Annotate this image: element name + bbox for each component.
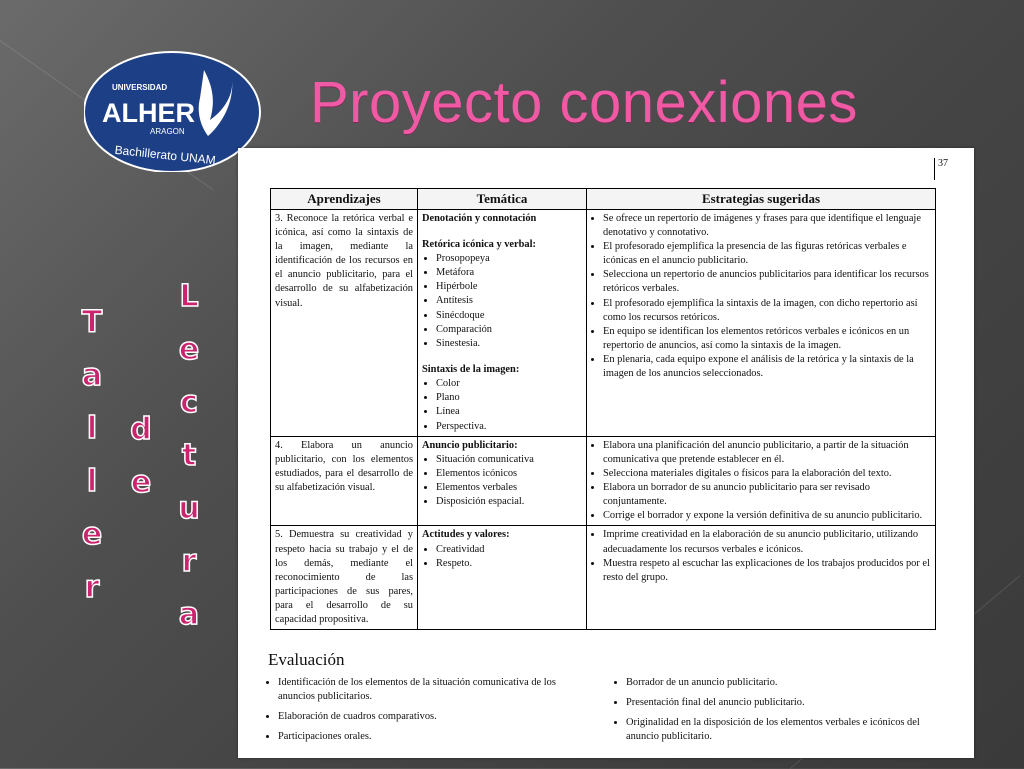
vertical-word-taller: T a l l e r xyxy=(81,305,103,605)
list-item: • Borrador de un anuncio publicitario. xyxy=(626,676,936,690)
logo-ring-text: Bachillerato UNAM xyxy=(114,142,217,168)
header-estrategias: Estrategias sugeridas xyxy=(587,189,936,210)
tematica-cell: Denotación y connotación Retórica icónica y verbal: • Prosopopeya • Metáfora • Hipérbole • Antítesis • Sinécdoque • Comparación • Sinestesia. Sintaxis de la imagen: • Color • Plano • Línea • Perspectiva. xyxy=(418,209,587,436)
logo-sub-text: ARAGON xyxy=(150,127,185,136)
table-row xyxy=(271,526,936,630)
estrategias-cell: • Imprime creatividad en la elaboración de su anuncio publicitario, utilizando adecuadamente los recursos verbales e icónicos. • Muestra respeto al escuchar las explicaciones de los trabajos producidos por el resto del grupo. xyxy=(587,526,936,630)
table-row xyxy=(271,436,936,526)
list-item: • Elaboración de cuadros comparativos. xyxy=(278,710,588,724)
vertical-word-lectura: L e c t u r a xyxy=(178,279,200,632)
list-item: • Participaciones orales. xyxy=(278,730,588,744)
vertical-word-de: d e xyxy=(130,412,152,500)
slide-title: Proyecto conexiones xyxy=(310,70,858,135)
tematica-cell: Anuncio publicitario: • Situación comunicativa • Elementos icónicos • Elementos verbales • Disposición espacial. xyxy=(418,436,587,526)
evaluation-title: Evaluación xyxy=(268,650,345,669)
document-page xyxy=(238,148,974,758)
header-aprendizajes: Aprendizajes xyxy=(271,189,418,210)
evaluation-right-list xyxy=(616,676,936,751)
estrategias-cell: • Elabora una planificación del anuncio publicitario, a partir de la situación comunicativa que pretende establecer en él. • Selecciona materiales digitales o físicos para la elaboración del texto. • Elabora un borrador de su anuncio publicitario para ser revisado conjuntamente. • Corrige el borrador y expone la versión definitiva de su anuncio publicitario. xyxy=(587,436,936,526)
list-item: • Originalidad en la disposición de los elementos verbales e icónicos del anuncio publicitario. xyxy=(626,716,936,744)
list-item: • Presentación final del anuncio publicitario. xyxy=(626,696,936,710)
list-item: • Identificación de los elementos de la situación comunicativa de los anuncios publicitarios. xyxy=(278,676,588,704)
table-row xyxy=(271,209,936,436)
page-number: 37 xyxy=(934,158,948,180)
curriculum-table xyxy=(270,188,936,630)
university-logo xyxy=(84,50,264,172)
aprendizaje-cell: 3. Reconoce la retórica verbal e icónica, así como la sintaxis de la imagen, mediante la identificación de los recursos en el anuncio publicitario, para el desarrollo de su alfabetización visual. xyxy=(271,209,418,436)
estrategias-cell: • Se ofrece un repertorio de imágenes y frases para que identifique el lenguaje denotativo y connotativo. • El profesorado ejemplifica la presencia de las figuras retóricas verbales e icónicas en el anuncio publicitario. • Selecciona un repertorio de anuncios publicitarios para identificar los recursos retóricos verbales. • El profesorado ejemplifica la sintaxis de la imagen, con dicho repertorio así como los recursos retóricos. • En equipo se identifican los elementos retóricos verbales e icónicos en un repertorio de anuncios, así como la sintaxis de la imagen. • En plenaria, cada equipo expone el análisis de la retórica y la sintaxis de la imagen de los anuncios seleccionados. xyxy=(587,209,936,436)
header-tematica: Temática xyxy=(418,189,587,210)
logo-name-text: ALHER xyxy=(102,98,195,128)
evaluation-left-list xyxy=(268,676,588,751)
aprendizaje-cell: 5. Demuestra su creatividad y respeto hacia su trabajo y el de los demás, mediante el reconocimiento de las participaciones de sus pares, para el desarrollo de su capacidad propositiva. xyxy=(271,526,418,630)
logo-top-text: UNIVERSIDAD xyxy=(112,83,168,92)
aprendizaje-cell: 4. Elabora un anuncio publicitario, con los elementos estudiados, para el desarrollo de su alfabetización visual. xyxy=(271,436,418,526)
tematica-cell: Actitudes y valores: • Creatividad • Respeto. xyxy=(418,526,587,630)
